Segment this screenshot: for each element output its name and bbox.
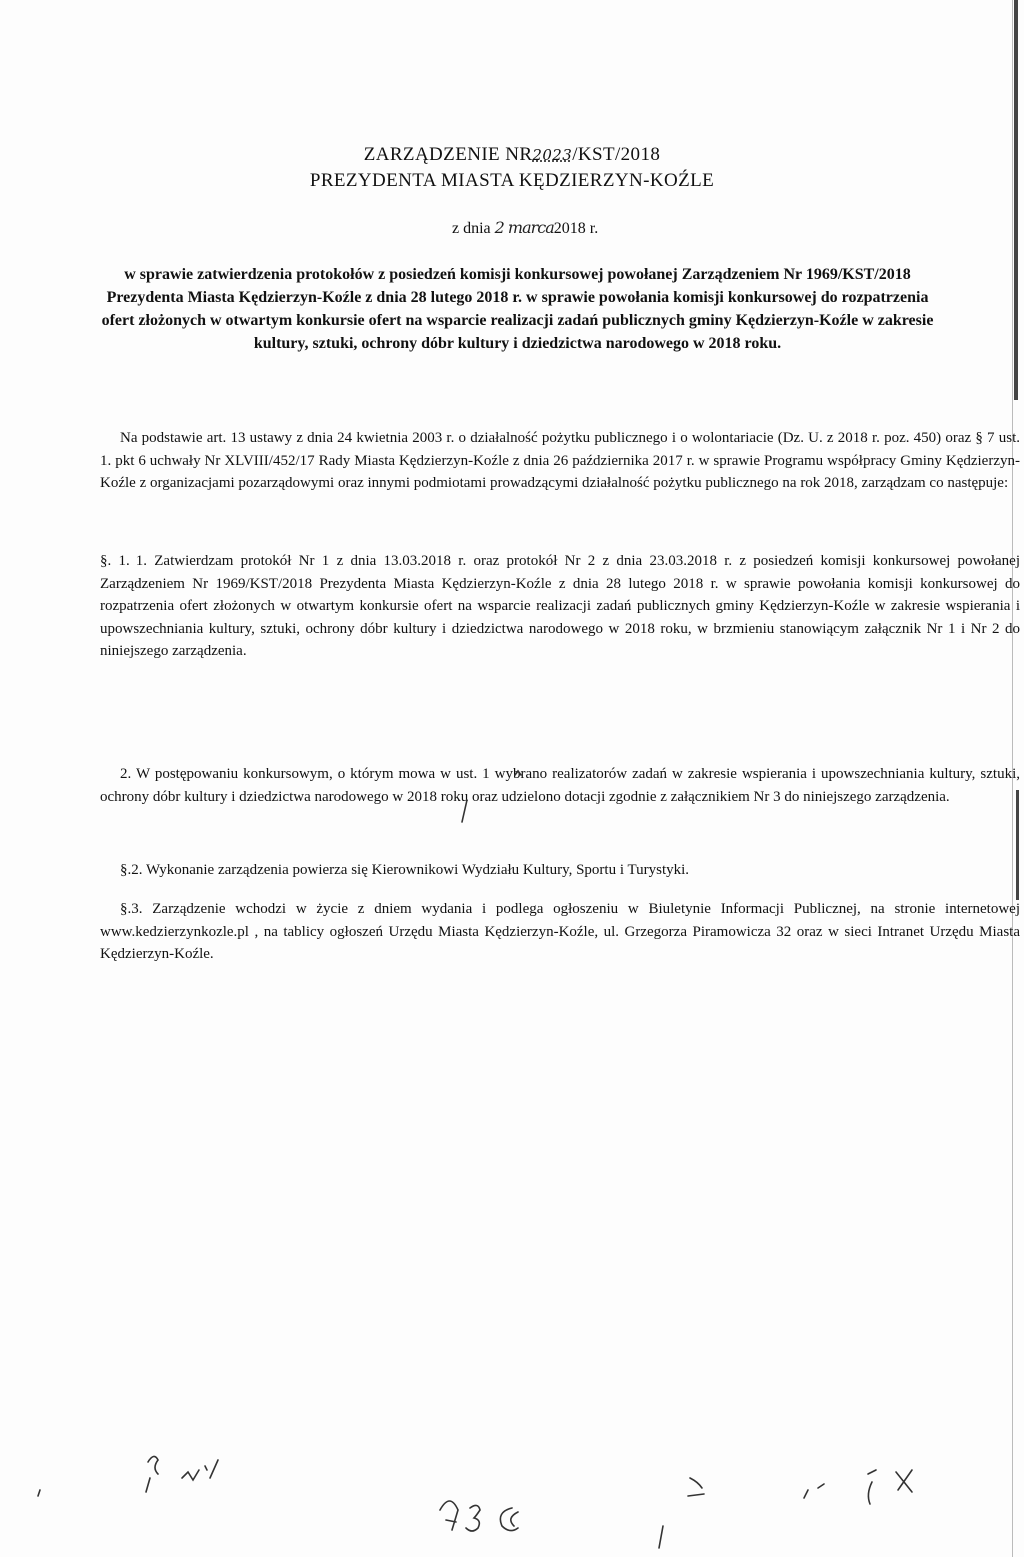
section-1-label: §. 1. — [100, 553, 130, 569]
signature-stroke — [500, 1508, 518, 1531]
document-subject: w sprawie zatwierdzenia protokołów z posiedzeń komisji konkursowej powołanej Zarządzeniem Nr 1969/KST/2018 Prezydenta Miasta Kędzierzyn-Koźle z dnia 28 lutego 2018 r. w sprawie powołania komisji konkursowej do rozpatrzenia ofert złożonych w otwartym konkursie ofert na wsparcie realizacji zadań publicznych gminy Kędzierzyn-Koźle w zakresie kultury, sztuki, ochrony dóbr kultury i dziedzictwa narodowego w 2018 roku. — [101, 266, 934, 352]
section-1-point-1-text: 1. Zatwierdzam protokół Nr 1 z dnia 13.03.2018 r. oraz protokół Nr 2 z dnia 23.03.2018 r. z posiedzeń komisji konkursowej powołanej Zarządzeniem Nr 1969/KST/2018 Prezydenta Miasta Kędzierzyn-Koźle z dnia 28 lutego 2018 r. w sprawie powołania komisji konkursowej do rozpatrzenia ofert złożonych w otwartym konkursie ofert na wsparcie realizacji zadań publicznych gminy Kędzierzyn-Koźle w zakresie wspierania i upowszechniania kultury, sztuki, ochrony dóbr kultury i dziedzictwa narodowego w 2018 roku, w brzmieniu stanowiącym załącznik Nr 1 i Nr 2 do niniejszego zarządzenia. — [100, 553, 1021, 660]
section-2: §.2. Wykonanie zarządzenia powierza się Kierownikowi Wydziału Kultury, Sportu i Turystyki. — [120, 862, 690, 878]
signature-stroke — [146, 1456, 158, 1492]
signature-stroke — [804, 1484, 824, 1498]
section-3: §.3. Zarządzenie wchodzi w życie z dniem wydania i podlega ogłoszeniu w Biuletynie Informacji Publicznej, na stronie internetowej www.kedzierzynkozle.pl , na tablicy ogłoszeń Urzędu Miasta Kędzierzyn-Koźle, ul. Grzegorza Piramowicza 32 oraz w sieci Intranet Urzędu Miasta Kędzierzyn-Koźle. — [100, 901, 1020, 963]
title-prefix: ZARZĄDZENIE NR — [363, 144, 533, 165]
signature-stroke — [688, 1478, 704, 1496]
document-date — [452, 218, 598, 238]
document-subtitle: PREZYDENTA MIASTA KĘDZIERZYN-KOŹLE — [309, 170, 715, 191]
section-1-point-2: 2. W postępowaniu konkursowym, o którym mowa w ust. 1 wybrano realizatorów zadań w zakresie wspierania i upowszechniania kultury, sztuki, ochrony dóbr kultury i dziedzictwa narodowego w 2018 roku oraz udzielono dotacji zgodnie z załącznikiem Nr 3 do niniejszego zarządzenia. — [100, 766, 1020, 805]
date-handwritten: 2 marca — [494, 218, 554, 237]
section-1-point-1 — [100, 550, 1020, 663]
date-prefix: z dnia — [452, 220, 491, 237]
signature-stroke — [210, 1460, 218, 1478]
signature-stroke — [868, 1470, 876, 1504]
title-number-handwritten: 2023 — [532, 146, 573, 164]
signature-stroke — [440, 1501, 458, 1530]
signature-stroke — [466, 1505, 480, 1531]
scan-edge-mark — [1014, 0, 1018, 400]
signature-stroke — [896, 1470, 912, 1492]
signature-stroke — [182, 1466, 207, 1480]
document-title — [0, 142, 1024, 168]
legal-basis-paragraph: Na podstawie art. 13 ustawy z dnia 24 kwietnia 2003 r. o działalność pożytku publicznego i o wolontariacie (Dz. U. z 2018 r. poz. 450) oraz § 7 ust. 1. pkt 6 uchwały Nr XLVIII/452/17 Rady Miasta Kędzierzyn-Koźle z dnia 26 października 2017 r. w sprawie Programu współpracy Gminy Kędzierzyn-Koźle z organizacjami pozarządowymi oraz innymi podmiotami prowadzącymi działalność pożytku publicznego na rok 2018, zarządzam co następuje: — [100, 430, 1020, 492]
date-suffix: 2018 r. — [553, 220, 599, 237]
title-suffix: /KST/2018 — [572, 144, 661, 165]
signature-stroke — [38, 1490, 40, 1496]
signature-stroke — [659, 1526, 663, 1548]
